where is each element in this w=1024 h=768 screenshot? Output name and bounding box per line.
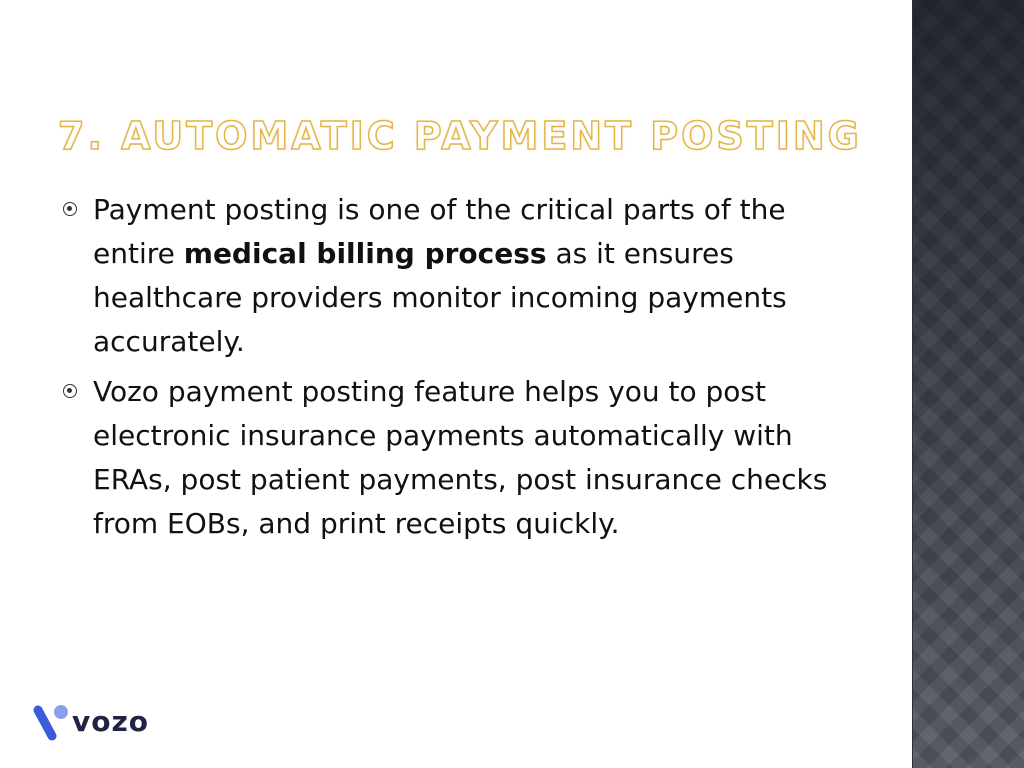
slide-title: 7. AUTOMATIC PAYMENT POSTING	[58, 114, 862, 158]
circle-dot-bullet-icon	[63, 384, 77, 398]
bullet-1-bold-text: medical billing process	[183, 237, 547, 270]
bullet-2-text: Vozo payment posting feature helps you to post electronic insurance payments automatically with ERAs, post patient payments, post insurance checks from EOBs, and print receipts quickly.	[93, 375, 828, 540]
bullet-list	[58, 188, 858, 552]
decorative-side-panel	[912, 0, 1024, 768]
vozo-logo-mark-icon	[30, 700, 70, 742]
circle-dot-bullet-icon	[63, 202, 77, 216]
bullet-1-text-end: as it ensures healthcare providers monitor incoming payments accurately.	[93, 237, 787, 358]
bullet-item-vozo-feature	[58, 370, 858, 546]
vozo-logo	[30, 700, 149, 742]
logo-text: vozo	[72, 704, 150, 738]
bullet-item-payment-posting	[58, 188, 858, 364]
bullet-1-text-start: Payment posting is one of the critical parts of the entire	[93, 193, 786, 270]
